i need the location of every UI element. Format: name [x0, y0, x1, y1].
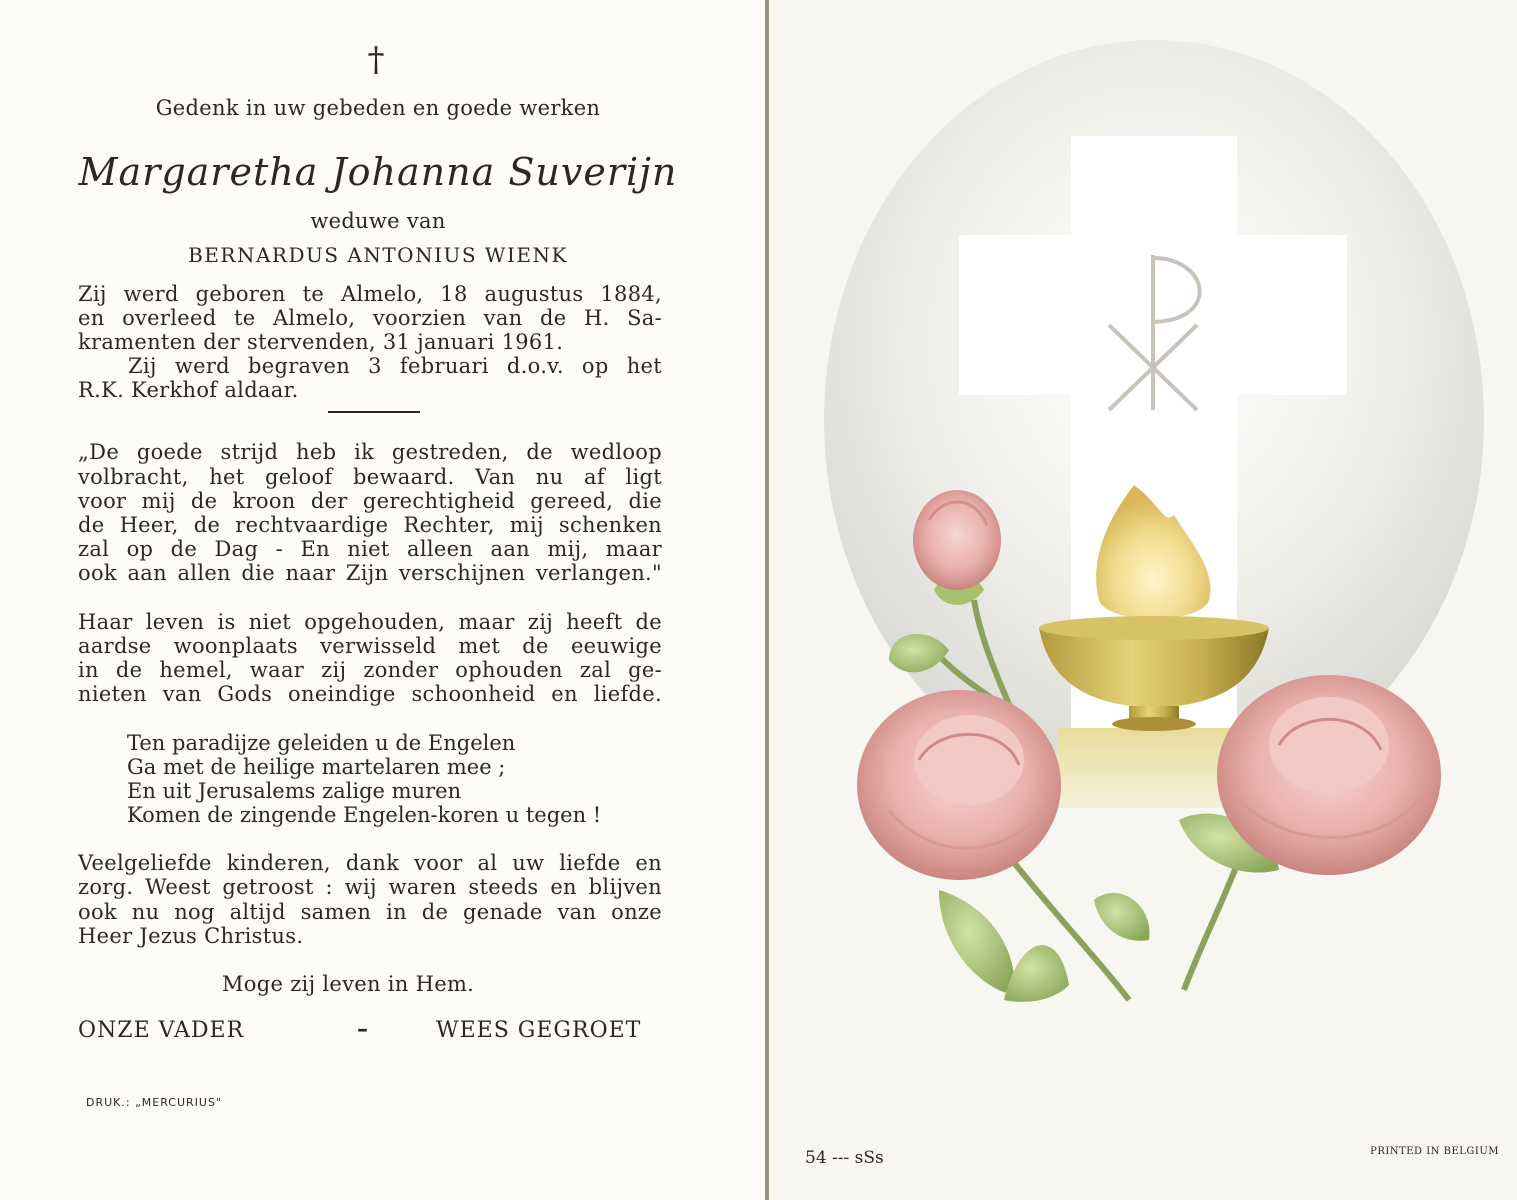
- children-line: ook nu nog altijd samen in de genade van onze: [78, 900, 662, 924]
- husband-name: BERNARDUS ANTONIUS WIENK: [188, 243, 568, 267]
- intro-line: Gedenk in uw gebeden en goede werken: [155, 96, 601, 120]
- prayer-separator: –: [357, 1016, 369, 1042]
- burial-line: R.K. Kerkhof aldaar.: [78, 378, 299, 402]
- life-line: nieten van Gods oneindige schoonheid en liefde.: [78, 682, 662, 706]
- verse-line: Ten paradijze geleiden u de Engelen: [127, 731, 516, 755]
- rose-left-icon: [857, 690, 1061, 880]
- cross-icon: †: [367, 40, 385, 80]
- children-line: zorg. Weest getroost : wij waren steeds en blijven: [78, 875, 662, 899]
- prayer-hail-mary: WEES GEGROET: [436, 1018, 642, 1043]
- bio-line: Zij werd geboren te Almelo, 18 augustus 1884,: [78, 282, 662, 306]
- prayer-our-father: ONZE VADER: [78, 1018, 245, 1043]
- burial-line: Zij werd begraven 3 februari d.o.v. op het: [128, 354, 662, 378]
- bio-line: en overleed te Almelo, voorzien van de H. Sa-: [78, 306, 662, 330]
- printer-credit: DRUK.: „MERCURIUS": [86, 1096, 223, 1109]
- life-line: in de hemel, waar zij zonder ophouden zal ge-: [78, 658, 662, 682]
- verse-line: En uit Jerusalems zalige muren: [127, 779, 462, 803]
- quote-line: de Heer, de rechtvaardige Rechter, mij schenken: [78, 513, 662, 537]
- quote-line: „De goede strijd heb ik gestreden, de wedloop: [78, 440, 662, 464]
- illustration-panel: [769, 0, 1517, 1200]
- deceased-name: Margaretha Johanna Suverijn: [78, 150, 678, 194]
- children-line: Heer Jezus Christus.: [78, 924, 304, 948]
- quote-line: zal op de Dag - En niet alleen aan mij, maar: [78, 537, 662, 561]
- leaf-icon: [1004, 945, 1069, 1002]
- verse-line: Komen de zingende Engelen-koren u tegen !: [127, 803, 602, 827]
- quote-line: voor mij de kroon der gerechtigheid gereed, die: [78, 489, 662, 513]
- children-line: Veelgeliefde kinderen, dank voor al uw liefde en: [78, 851, 662, 875]
- quote-line: volbracht, het geloof bewaard. Van nu af ligt: [78, 465, 662, 489]
- life-line: Haar leven is niet opgehouden, maar zij heeft de: [78, 610, 662, 634]
- card-code: 54 --- sSs: [805, 1148, 884, 1168]
- divider-rule: [328, 411, 420, 413]
- printed-in-label: PRINTED IN BELGIUM: [1370, 1146, 1499, 1157]
- life-line: aardse woonplaats verwisseld met de eeuwige: [78, 634, 662, 658]
- closing-line: Moge zij leven in Hem.: [222, 972, 475, 996]
- leaf-icon: [1094, 893, 1149, 941]
- leaf-icon: [939, 890, 1015, 995]
- bio-line: kramenten der stervenden, 31 januari 1961.: [78, 330, 564, 354]
- rose-bud-icon: [913, 490, 1001, 590]
- quote-line: ook aan allen die naar Zijn verschijnen verlangen.": [78, 561, 662, 585]
- verse-line: Ga met de heilige martelaren mee ;: [127, 755, 506, 779]
- rose-right-icon: [1217, 675, 1441, 875]
- cross-roses-illustration: [769, 0, 1517, 1200]
- widow-of-line: weduwe van: [310, 209, 446, 233]
